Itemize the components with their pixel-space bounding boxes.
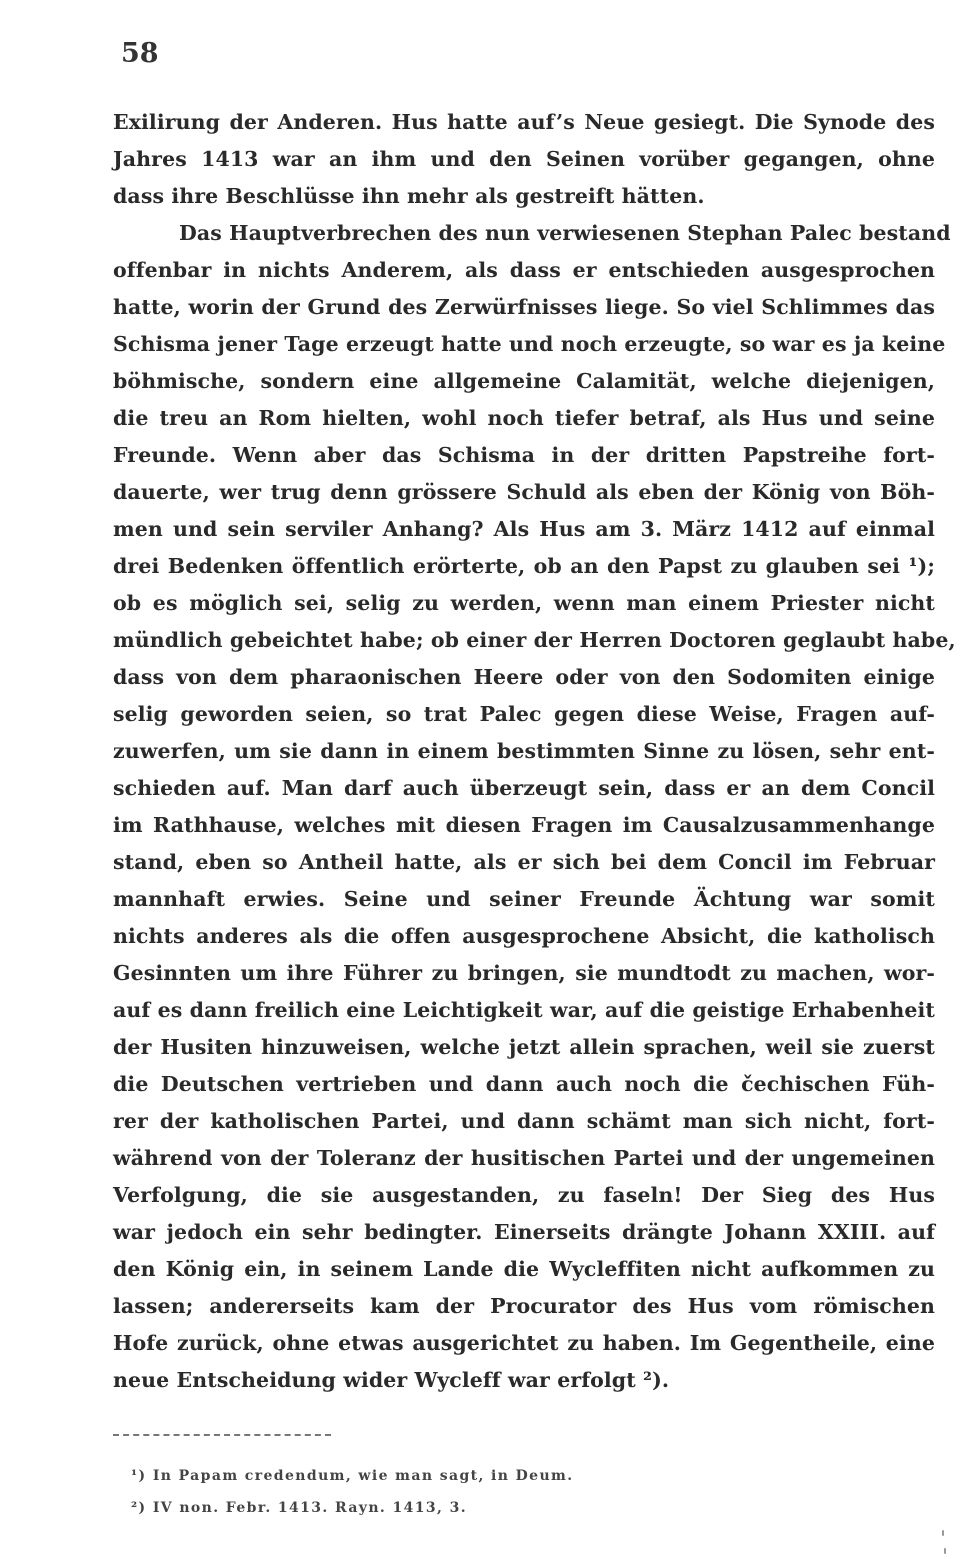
page-number: 58 <box>121 38 159 69</box>
text-line: dauerte, wer trug denn grössere Schuld als eben der König von Böh- <box>113 480 935 504</box>
text-line: Gesinnten um ihre Führer zu bringen, sie mundtodt zu machen, wor- <box>113 961 935 985</box>
page-body <box>113 104 956 1399</box>
text-line: Verfolgung, die sie ausgestanden, zu faseln! Der Sieg des Hus <box>113 1183 935 1207</box>
text-line: lassen; andererseits kam der Procurator des Hus vom römischen <box>113 1294 935 1318</box>
paragraph <box>113 215 956 1399</box>
text-line: Schisma jener Tage erzeugt hatte und noch erzeugte, so war es ja keine <box>113 332 946 356</box>
text-line: nichts anderes als die offen ausgesprochene Absicht, die katholisch <box>113 924 935 948</box>
footnote: ²) IV non. Febr. 1413. Rayn. 1413, 3. <box>131 1500 467 1516</box>
paragraph <box>113 104 935 215</box>
text-line: selig geworden seien, so trat Palec gegen diese Weise, Fragen auf- <box>113 702 935 726</box>
text-line: hatte, worin der Grund des Zerwürfnisses liege. So viel Schlimmes das <box>113 295 935 319</box>
text-line: die Deutschen vertrieben und dann auch noch die čechischen Füh- <box>113 1072 935 1096</box>
footnote: ¹) In Papam credendum, wie man sagt, in Deum. <box>131 1468 574 1484</box>
text-line: Das Hauptverbrechen des nun verwiesenen Stephan Palec bestand <box>179 221 951 245</box>
text-line: mannhaft erwies. Seine und seiner Freunde Ächtung war somit <box>113 887 935 911</box>
text-line: die treu an Rom hielten, wohl noch tiefer betraf, als Hus und seine <box>113 406 935 430</box>
footnotes <box>131 1460 731 1524</box>
text-line: ob es möglich sei, selig zu werden, wenn man einem Priester nicht <box>113 591 935 615</box>
text-line: dass ihre Beschlüsse ihn mehr als gestreift hätten. <box>113 184 705 208</box>
footnote-rule <box>113 1434 331 1436</box>
text-line: böhmische, sondern eine allgemeine Calamität, welche diejenigen, <box>113 369 935 393</box>
text-line: im Rathhause, welches mit diesen Fragen im Causalzusammenhange <box>113 813 935 837</box>
text-line: mündlich gebeichtet habe; ob einer der Herren Doctoren geglaubt habe, <box>113 628 956 652</box>
text-line: Freunde. Wenn aber das Schisma in der dritten Papstreihe fort- <box>113 443 935 467</box>
text-line: rer der katholischen Partei, und dann schämt man sich nicht, fort- <box>113 1109 935 1133</box>
text-line: auf es dann freilich eine Leichtigkeit war, auf die geistige Erhabenheit <box>113 998 935 1022</box>
text-line: neue Entscheidung wider Wycleff war erfolgt ²). <box>113 1368 670 1392</box>
text-line: stand, eben so Antheil hatte, als er sich bei dem Concil im Februar <box>113 850 935 874</box>
text-line: Exilirung der Anderen. Hus hatte auf’s Neue gesiegt. Die Synode des <box>113 110 935 134</box>
scan-speck <box>944 1548 946 1554</box>
scan-speck <box>942 1530 944 1536</box>
text-line: drei Bedenken öffentlich erörterte, ob an den Papst zu glauben sei ¹); <box>113 554 935 578</box>
text-line: während von der Toleranz der husitischen Partei und der ungemeinen <box>113 1146 935 1170</box>
text-line: schieden auf. Man darf auch überzeugt sein, dass er an dem Concil <box>113 776 935 800</box>
text-line: dass von dem pharaonischen Heere oder von den Sodomiten einige <box>113 665 935 689</box>
text-line: Jahres 1413 war an ihm und den Seinen vorüber gegangen, ohne <box>113 147 935 171</box>
text-line: den König ein, in seinem Lande die Wycleffiten nicht aufkommen zu <box>113 1257 935 1281</box>
text-line: zuwerfen, um sie dann in einem bestimmten Sinne zu lösen, sehr ent- <box>113 739 935 763</box>
text-line: men und sein serviler Anhang? Als Hus am 3. März 1412 auf einmal <box>113 517 935 541</box>
text-line: Hofe zurück, ohne etwas ausgerichtet zu haben. Im Gegentheile, eine <box>113 1331 935 1355</box>
text-line: der Husiten hinzuweisen, welche jetzt allein sprachen, weil sie zuerst <box>113 1035 935 1059</box>
text-line: offenbar in nichts Anderem, als dass er entschieden ausgesprochen <box>113 258 935 282</box>
text-line: war jedoch ein sehr bedingter. Einerseits drängte Johann XXIII. auf <box>113 1220 935 1244</box>
